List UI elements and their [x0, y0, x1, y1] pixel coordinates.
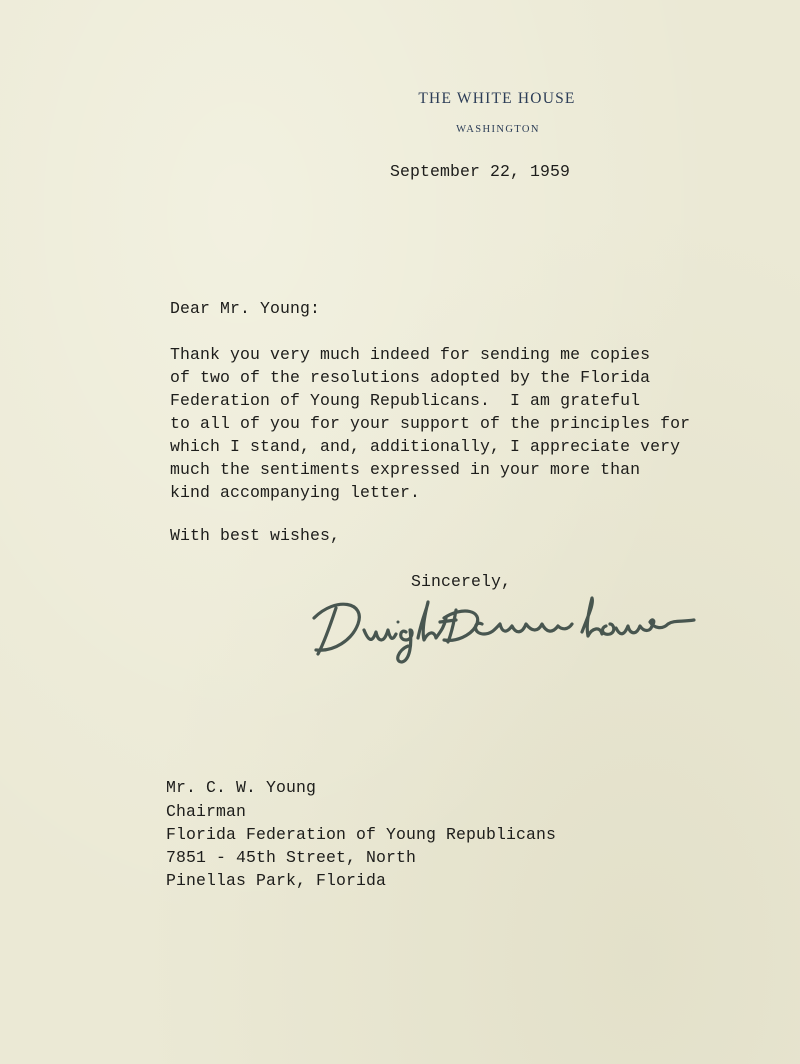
recipient-street: 7851 - 45th Street, North — [166, 848, 417, 867]
recipient-city: Pinellas Park, Florida — [166, 871, 387, 890]
body-line: Federation of Young Republicans. I am grateful — [170, 391, 641, 410]
handwritten-signature — [306, 588, 716, 666]
body-line: of two of the resolutions adopted by the Florida — [170, 368, 651, 387]
recipient-title: Chairman — [166, 802, 247, 821]
body-line: to all of you for your support of the principles for — [170, 414, 691, 433]
salutation: Dear Mr. Young: — [170, 299, 321, 318]
body-line: kind accompanying letter. — [170, 483, 421, 502]
body-line: Thank you very much indeed for sending me copies — [170, 345, 651, 364]
letterhead-title: THE WHITE HOUSE — [418, 90, 576, 107]
sign-off: Sincerely, — [411, 572, 512, 591]
letterhead-location: WASHINGTON — [456, 124, 540, 135]
recipient-organization: Florida Federation of Young Republicans — [166, 825, 557, 844]
letter-date: September 22, 1959 — [390, 162, 571, 181]
body-line: much the sentiments expressed in your more than — [170, 460, 641, 479]
body-line: which I stand, and, additionally, I appreciate very — [170, 437, 681, 456]
recipient-name: Mr. C. W. Young — [166, 778, 317, 797]
closing: With best wishes, — [170, 526, 341, 545]
